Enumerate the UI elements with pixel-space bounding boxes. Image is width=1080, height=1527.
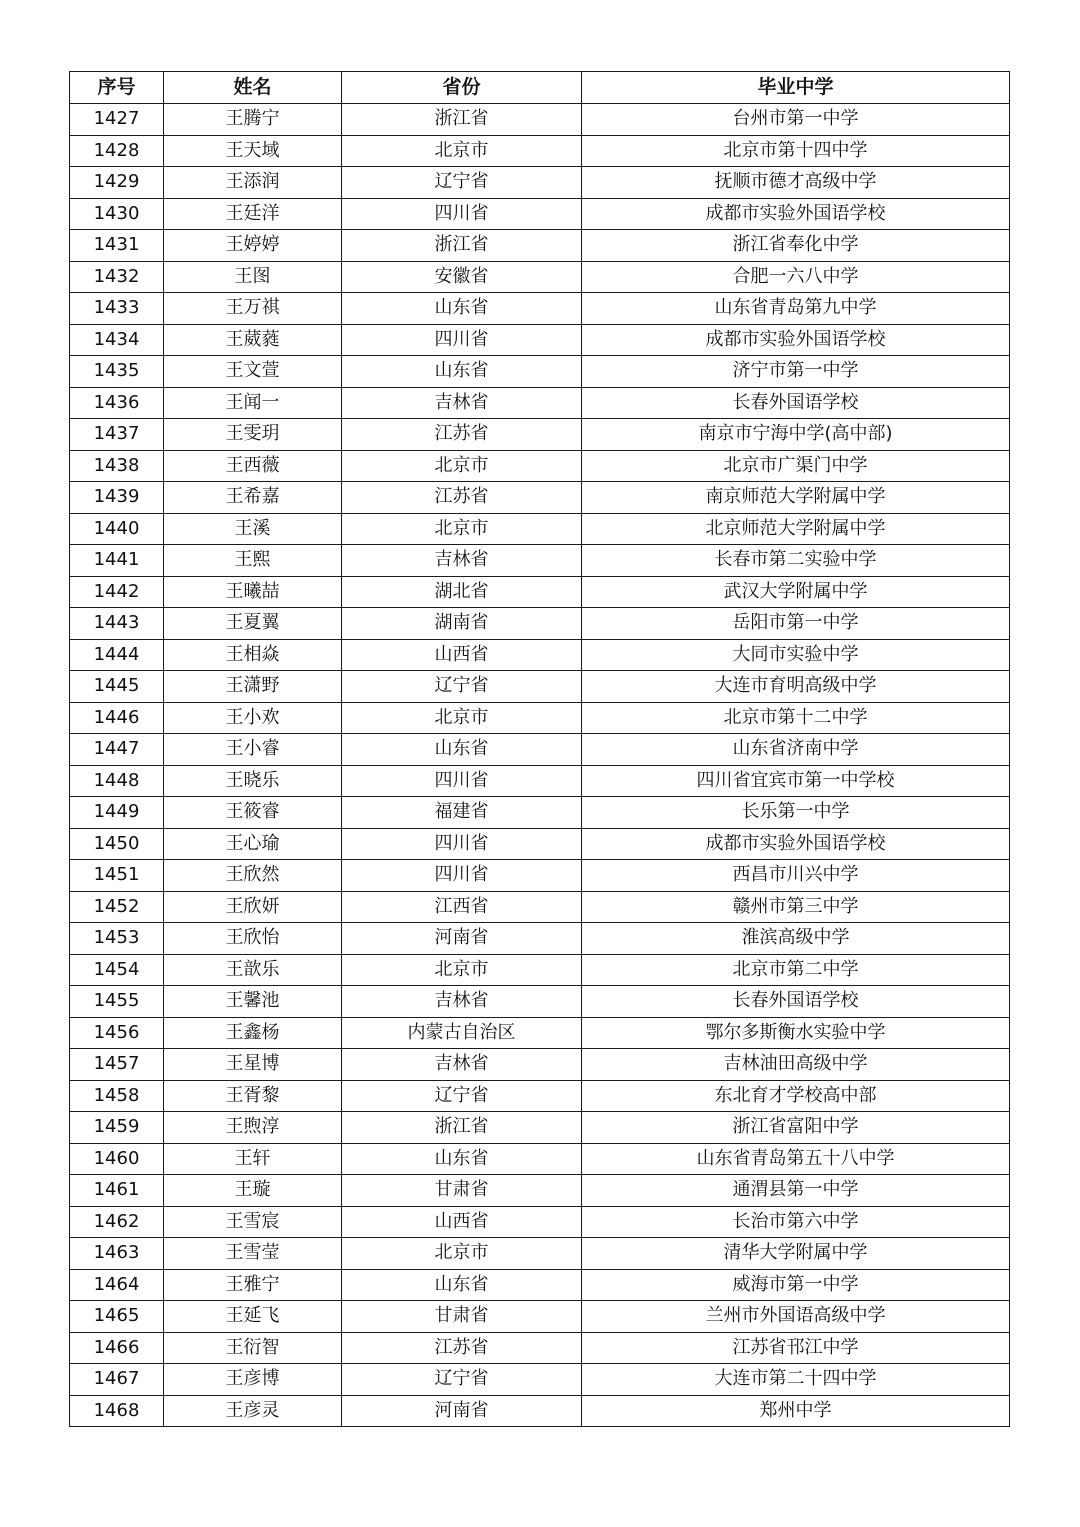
- cell-province: 湖南省: [342, 608, 582, 640]
- table-row: [70, 1080, 1010, 1112]
- cell-name: 王轩: [164, 1143, 342, 1175]
- cell-seq: 1444: [70, 639, 164, 671]
- table-row: [70, 734, 1010, 766]
- cell-seq: 1429: [70, 167, 164, 199]
- cell-name: 王雪宸: [164, 1206, 342, 1238]
- header-province: 省份: [342, 72, 582, 104]
- cell-name: 王彦博: [164, 1364, 342, 1396]
- table-row: [70, 1112, 1010, 1144]
- table-row: [70, 1301, 1010, 1333]
- cell-name: 王夏翼: [164, 608, 342, 640]
- cell-name: 王歆乐: [164, 954, 342, 986]
- cell-seq: 1439: [70, 482, 164, 514]
- cell-seq: 1432: [70, 261, 164, 293]
- cell-name: 王星博: [164, 1049, 342, 1081]
- cell-school: 通渭县第一中学: [582, 1175, 1010, 1207]
- cell-name: 王文萱: [164, 356, 342, 388]
- cell-school: 大同市实验中学: [582, 639, 1010, 671]
- cell-school: 大连市第二十四中学: [582, 1364, 1010, 1396]
- cell-province: 吉林省: [342, 1049, 582, 1081]
- table-row: [70, 702, 1010, 734]
- table-row: [70, 576, 1010, 608]
- table-row: [70, 1175, 1010, 1207]
- cell-school: 南京市宁海中学(高中部): [582, 419, 1010, 451]
- cell-seq: 1442: [70, 576, 164, 608]
- cell-school: 岳阳市第一中学: [582, 608, 1010, 640]
- cell-seq: 1435: [70, 356, 164, 388]
- cell-name: 王馨池: [164, 986, 342, 1018]
- cell-province: 甘肃省: [342, 1175, 582, 1207]
- cell-seq: 1450: [70, 828, 164, 860]
- cell-school: 淮滨高级中学: [582, 923, 1010, 955]
- cell-school: 山东省济南中学: [582, 734, 1010, 766]
- table-row: [70, 482, 1010, 514]
- cell-province: 江苏省: [342, 419, 582, 451]
- cell-school: 浙江省奉化中学: [582, 230, 1010, 262]
- table-row: [70, 1143, 1010, 1175]
- cell-school: 武汉大学附属中学: [582, 576, 1010, 608]
- cell-school: 浙江省富阳中学: [582, 1112, 1010, 1144]
- cell-name: 王煦淳: [164, 1112, 342, 1144]
- cell-province: 北京市: [342, 954, 582, 986]
- cell-name: 王欣怡: [164, 923, 342, 955]
- cell-school: 北京市第十二中学: [582, 702, 1010, 734]
- cell-school: 长治市第六中学: [582, 1206, 1010, 1238]
- cell-school: 兰州市外国语高级中学: [582, 1301, 1010, 1333]
- cell-school: 赣州市第三中学: [582, 891, 1010, 923]
- cell-name: 王彦灵: [164, 1395, 342, 1427]
- table-row: [70, 986, 1010, 1018]
- roster-table-head: [70, 72, 1010, 104]
- cell-province: 辽宁省: [342, 671, 582, 703]
- table-row: [70, 513, 1010, 545]
- header-school: 毕业中学: [582, 72, 1010, 104]
- cell-seq: 1428: [70, 135, 164, 167]
- cell-school: 郑州中学: [582, 1395, 1010, 1427]
- cell-name: 王欣妍: [164, 891, 342, 923]
- cell-school: 台州市第一中学: [582, 104, 1010, 136]
- cell-school: 西昌市川兴中学: [582, 860, 1010, 892]
- cell-name: 王婷婷: [164, 230, 342, 262]
- cell-name: 王熙: [164, 545, 342, 577]
- cell-seq: 1440: [70, 513, 164, 545]
- cell-seq: 1464: [70, 1269, 164, 1301]
- cell-seq: 1438: [70, 450, 164, 482]
- roster-sheet: [69, 71, 1009, 1427]
- cell-school: 山东省青岛第九中学: [582, 293, 1010, 325]
- table-row: [70, 828, 1010, 860]
- cell-seq: 1465: [70, 1301, 164, 1333]
- table-row: [70, 450, 1010, 482]
- table-row: [70, 1332, 1010, 1364]
- cell-school: 长春市第二实验中学: [582, 545, 1010, 577]
- cell-name: 王延飞: [164, 1301, 342, 1333]
- cell-name: 王廷洋: [164, 198, 342, 230]
- cell-province: 山东省: [342, 1143, 582, 1175]
- cell-name: 王相焱: [164, 639, 342, 671]
- cell-seq: 1445: [70, 671, 164, 703]
- table-row: [70, 1238, 1010, 1270]
- table-row: [70, 923, 1010, 955]
- table-row: [70, 1395, 1010, 1427]
- cell-province: 四川省: [342, 860, 582, 892]
- cell-province: 浙江省: [342, 230, 582, 262]
- cell-province: 江苏省: [342, 482, 582, 514]
- table-row: [70, 1364, 1010, 1396]
- cell-province: 江西省: [342, 891, 582, 923]
- cell-province: 四川省: [342, 828, 582, 860]
- cell-name: 王心瑜: [164, 828, 342, 860]
- cell-school: 长春外国语学校: [582, 986, 1010, 1018]
- header-row: [70, 72, 1010, 104]
- cell-school: 山东省青岛第五十八中学: [582, 1143, 1010, 1175]
- cell-seq: 1427: [70, 104, 164, 136]
- cell-province: 浙江省: [342, 1112, 582, 1144]
- cell-seq: 1455: [70, 986, 164, 1018]
- table-row: [70, 545, 1010, 577]
- cell-seq: 1453: [70, 923, 164, 955]
- cell-school: 鄂尔多斯衡水实验中学: [582, 1017, 1010, 1049]
- cell-seq: 1447: [70, 734, 164, 766]
- table-row: [70, 1206, 1010, 1238]
- cell-seq: 1431: [70, 230, 164, 262]
- cell-name: 王溪: [164, 513, 342, 545]
- cell-province: 山东省: [342, 293, 582, 325]
- cell-seq: 1456: [70, 1017, 164, 1049]
- cell-name: 王雪莹: [164, 1238, 342, 1270]
- cell-province: 河南省: [342, 923, 582, 955]
- table-row: [70, 293, 1010, 325]
- cell-school: 长乐第一中学: [582, 797, 1010, 829]
- cell-school: 济宁市第一中学: [582, 356, 1010, 388]
- cell-name: 王璇: [164, 1175, 342, 1207]
- cell-school: 抚顺市德才高级中学: [582, 167, 1010, 199]
- cell-seq: 1443: [70, 608, 164, 640]
- cell-province: 山西省: [342, 639, 582, 671]
- cell-school: 南京师范大学附属中学: [582, 482, 1010, 514]
- cell-school: 北京市第二中学: [582, 954, 1010, 986]
- cell-name: 王鑫杨: [164, 1017, 342, 1049]
- cell-name: 王腾宁: [164, 104, 342, 136]
- table-row: [70, 608, 1010, 640]
- cell-seq: 1458: [70, 1080, 164, 1112]
- cell-school: 江苏省邗江中学: [582, 1332, 1010, 1364]
- cell-name: 王衍智: [164, 1332, 342, 1364]
- cell-school: 北京市广渠门中学: [582, 450, 1010, 482]
- cell-seq: 1441: [70, 545, 164, 577]
- cell-school: 成都市实验外国语学校: [582, 198, 1010, 230]
- header-name: 姓名: [164, 72, 342, 104]
- cell-seq: 1433: [70, 293, 164, 325]
- cell-province: 北京市: [342, 702, 582, 734]
- table-row: [70, 167, 1010, 199]
- table-row: [70, 135, 1010, 167]
- table-row: [70, 954, 1010, 986]
- cell-name: 王晓乐: [164, 765, 342, 797]
- cell-province: 辽宁省: [342, 167, 582, 199]
- cell-name: 王胥黎: [164, 1080, 342, 1112]
- table-row: [70, 387, 1010, 419]
- cell-seq: 1430: [70, 198, 164, 230]
- cell-name: 王希嘉: [164, 482, 342, 514]
- cell-province: 四川省: [342, 324, 582, 356]
- cell-seq: 1463: [70, 1238, 164, 1270]
- cell-school: 北京市第十四中学: [582, 135, 1010, 167]
- cell-province: 山东省: [342, 734, 582, 766]
- cell-seq: 1446: [70, 702, 164, 734]
- cell-province: 山西省: [342, 1206, 582, 1238]
- cell-seq: 1434: [70, 324, 164, 356]
- table-row: [70, 104, 1010, 136]
- cell-seq: 1454: [70, 954, 164, 986]
- cell-province: 吉林省: [342, 545, 582, 577]
- cell-seq: 1449: [70, 797, 164, 829]
- table-row: [70, 230, 1010, 262]
- cell-name: 王雯玥: [164, 419, 342, 451]
- cell-seq: 1459: [70, 1112, 164, 1144]
- cell-seq: 1452: [70, 891, 164, 923]
- cell-school: 威海市第一中学: [582, 1269, 1010, 1301]
- roster-table: [69, 71, 1010, 1427]
- cell-province: 吉林省: [342, 986, 582, 1018]
- cell-province: 安徽省: [342, 261, 582, 293]
- cell-seq: 1466: [70, 1332, 164, 1364]
- cell-province: 浙江省: [342, 104, 582, 136]
- header-seq: 序号: [70, 72, 164, 104]
- cell-school: 清华大学附属中学: [582, 1238, 1010, 1270]
- cell-name: 王葳蕤: [164, 324, 342, 356]
- cell-name: 王图: [164, 261, 342, 293]
- cell-province: 河南省: [342, 1395, 582, 1427]
- cell-province: 湖北省: [342, 576, 582, 608]
- cell-province: 北京市: [342, 135, 582, 167]
- cell-school: 成都市实验外国语学校: [582, 324, 1010, 356]
- cell-province: 北京市: [342, 513, 582, 545]
- cell-seq: 1436: [70, 387, 164, 419]
- table-row: [70, 1269, 1010, 1301]
- cell-province: 山东省: [342, 1269, 582, 1301]
- table-row: [70, 1049, 1010, 1081]
- table-row: [70, 1017, 1010, 1049]
- cell-name: 王天域: [164, 135, 342, 167]
- table-row: [70, 860, 1010, 892]
- table-row: [70, 797, 1010, 829]
- cell-school: 合肥一六八中学: [582, 261, 1010, 293]
- cell-name: 王万祺: [164, 293, 342, 325]
- cell-name: 王曦喆: [164, 576, 342, 608]
- table-row: [70, 324, 1010, 356]
- cell-province: 吉林省: [342, 387, 582, 419]
- cell-school: 成都市实验外国语学校: [582, 828, 1010, 860]
- cell-province: 北京市: [342, 450, 582, 482]
- cell-province: 辽宁省: [342, 1364, 582, 1396]
- cell-school: 长春外国语学校: [582, 387, 1010, 419]
- cell-name: 王雅宁: [164, 1269, 342, 1301]
- cell-school: 吉林油田高级中学: [582, 1049, 1010, 1081]
- cell-province: 江苏省: [342, 1332, 582, 1364]
- table-row: [70, 765, 1010, 797]
- cell-name: 王小睿: [164, 734, 342, 766]
- table-row: [70, 261, 1010, 293]
- cell-province: 辽宁省: [342, 1080, 582, 1112]
- cell-name: 王西薇: [164, 450, 342, 482]
- cell-seq: 1457: [70, 1049, 164, 1081]
- cell-seq: 1437: [70, 419, 164, 451]
- table-row: [70, 198, 1010, 230]
- cell-seq: 1461: [70, 1175, 164, 1207]
- table-row: [70, 639, 1010, 671]
- cell-province: 内蒙古自治区: [342, 1017, 582, 1049]
- cell-name: 王小欢: [164, 702, 342, 734]
- table-row: [70, 356, 1010, 388]
- cell-school: 北京师范大学附属中学: [582, 513, 1010, 545]
- cell-name: 王欣然: [164, 860, 342, 892]
- cell-province: 北京市: [342, 1238, 582, 1270]
- cell-school: 东北育才学校高中部: [582, 1080, 1010, 1112]
- table-row: [70, 891, 1010, 923]
- cell-province: 甘肃省: [342, 1301, 582, 1333]
- cell-province: 山东省: [342, 356, 582, 388]
- cell-seq: 1462: [70, 1206, 164, 1238]
- cell-seq: 1467: [70, 1364, 164, 1396]
- cell-seq: 1451: [70, 860, 164, 892]
- cell-name: 王潇野: [164, 671, 342, 703]
- cell-name: 王筱睿: [164, 797, 342, 829]
- cell-name: 王添润: [164, 167, 342, 199]
- cell-school: 四川省宜宾市第一中学校: [582, 765, 1010, 797]
- cell-name: 王闻一: [164, 387, 342, 419]
- cell-province: 福建省: [342, 797, 582, 829]
- table-row: [70, 419, 1010, 451]
- table-row: [70, 671, 1010, 703]
- cell-province: 四川省: [342, 198, 582, 230]
- cell-seq: 1468: [70, 1395, 164, 1427]
- cell-province: 四川省: [342, 765, 582, 797]
- cell-seq: 1448: [70, 765, 164, 797]
- roster-table-body: [70, 104, 1010, 1427]
- cell-school: 大连市育明高级中学: [582, 671, 1010, 703]
- cell-seq: 1460: [70, 1143, 164, 1175]
